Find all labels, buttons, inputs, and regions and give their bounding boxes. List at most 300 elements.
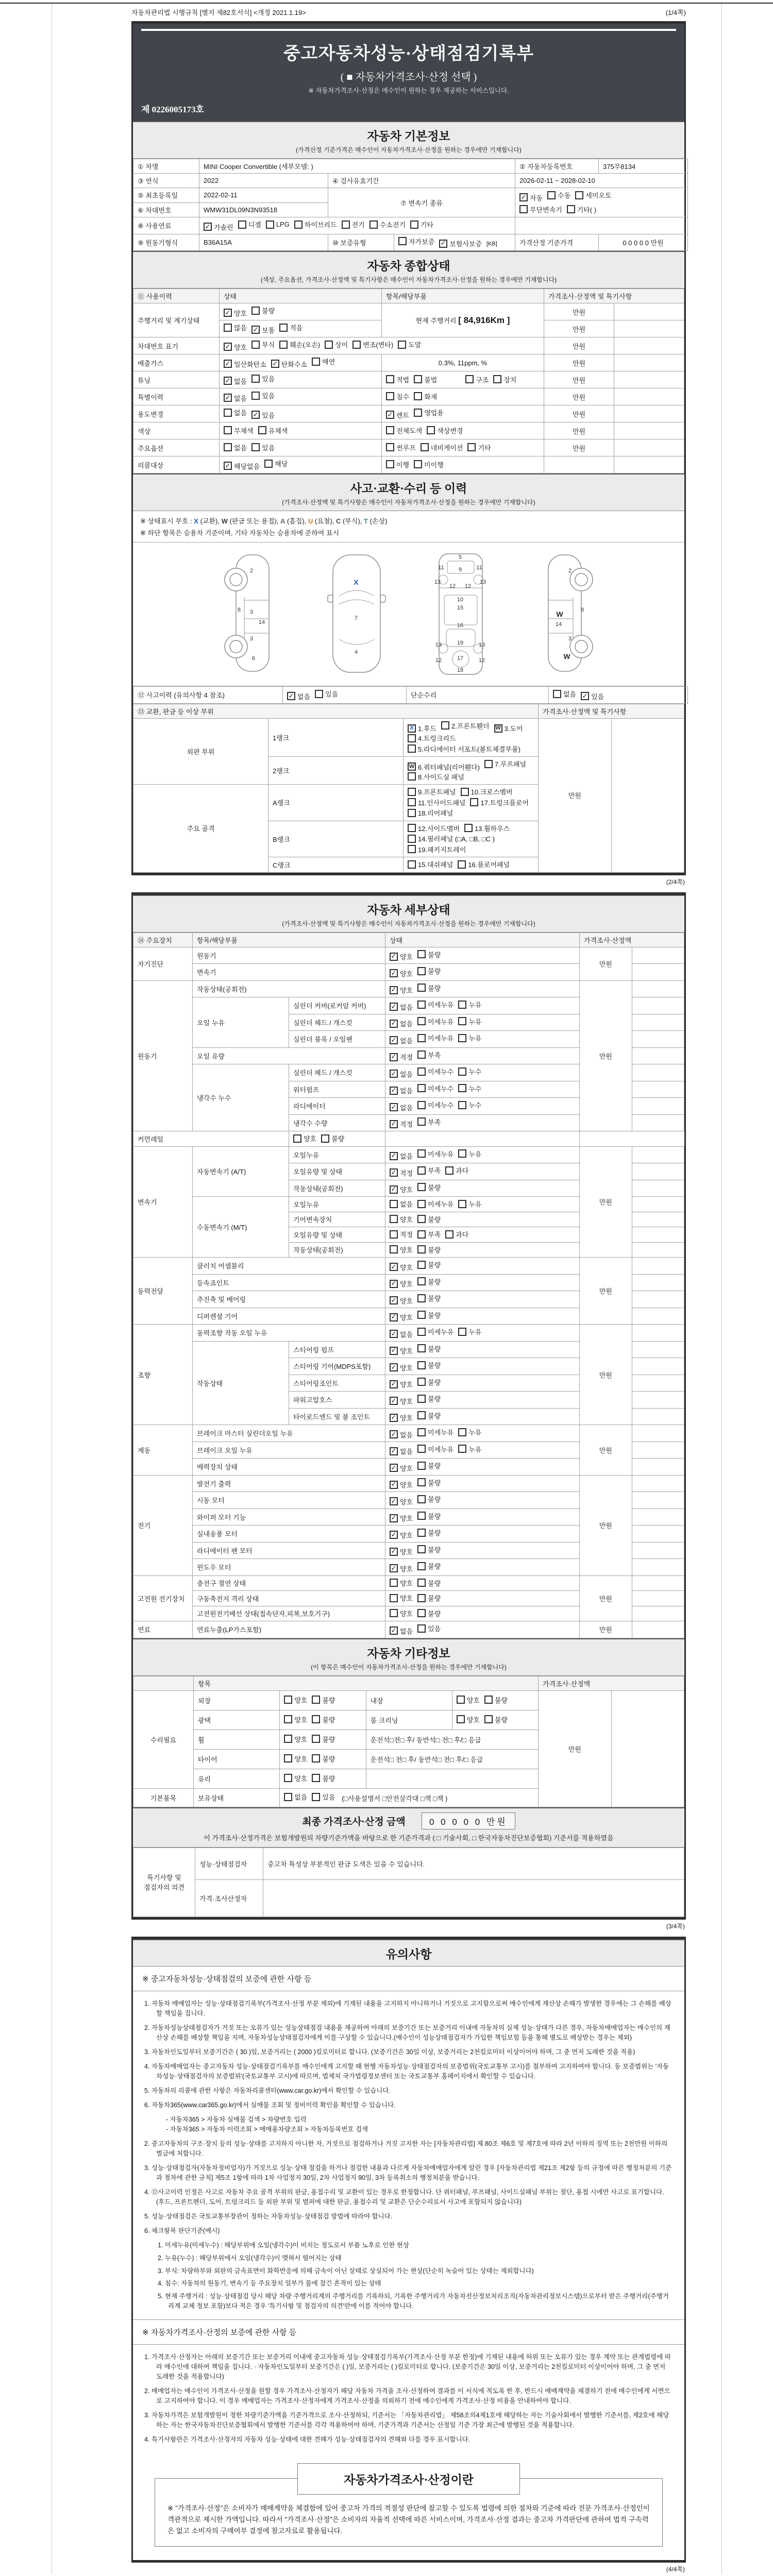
checkbox-option[interactable] — [390, 1513, 413, 1523]
checkbox-option[interactable] — [279, 323, 303, 332]
checkbox-icon[interactable] — [417, 1117, 426, 1126]
checkbox-option[interactable] — [284, 1715, 307, 1724]
checkbox-option[interactable] — [414, 375, 437, 384]
checkbox-icon[interactable] — [264, 460, 273, 468]
checkbox-icon[interactable] — [390, 1245, 398, 1253]
checkbox-option[interactable] — [390, 1346, 413, 1355]
checkbox-option[interactable] — [390, 1530, 413, 1540]
checkbox-option[interactable] — [386, 460, 409, 469]
checkbox-icon[interactable] — [386, 443, 394, 451]
checkbox-option[interactable] — [390, 1547, 413, 1556]
checkbox-icon[interactable] — [417, 1361, 426, 1369]
checkbox-option[interactable] — [312, 1695, 335, 1705]
checkbox-option[interactable] — [417, 1293, 441, 1303]
checkbox-option[interactable] — [390, 1151, 413, 1161]
checkbox-option[interactable] — [441, 721, 490, 731]
checkbox-icon[interactable] — [251, 392, 260, 400]
checkbox-option[interactable] — [284, 1695, 307, 1705]
checkbox-icon[interactable] — [417, 1344, 426, 1352]
checkbox-option[interactable] — [417, 1327, 453, 1336]
checkbox-option[interactable] — [414, 392, 437, 401]
checkbox-option[interactable] — [312, 1734, 335, 1744]
checkbox-icon[interactable] — [445, 1166, 453, 1175]
checkbox-option[interactable] — [417, 1199, 453, 1209]
checkbox-option[interactable] — [458, 1016, 481, 1026]
checkbox-option[interactable] — [390, 1086, 413, 1095]
checkbox-icon[interactable] — [417, 1545, 426, 1553]
checkbox-option[interactable] — [390, 969, 413, 978]
checkbox-checked-icon[interactable] — [390, 1020, 398, 1028]
checkbox-icon[interactable] — [493, 375, 501, 383]
checkbox-icon[interactable] — [408, 772, 416, 781]
checkbox-icon[interactable] — [458, 860, 466, 869]
checkbox-checked-icon[interactable] — [390, 969, 398, 977]
checkbox-checked-icon[interactable] — [390, 1531, 398, 1539]
checkbox-checked-icon[interactable] — [390, 1397, 398, 1405]
checkbox-option[interactable] — [457, 1695, 480, 1705]
checkbox-checked-icon[interactable] — [287, 692, 295, 700]
checkbox-option[interactable] — [238, 219, 261, 229]
checkbox-option[interactable] — [417, 1494, 441, 1504]
checkbox-icon[interactable] — [417, 1411, 426, 1419]
checkbox-option[interactable] — [390, 1497, 413, 1506]
checkbox-option[interactable] — [408, 808, 453, 818]
checkbox-icon[interactable] — [390, 1215, 398, 1223]
checkbox-icon[interactable] — [325, 341, 333, 349]
checkbox-icon[interactable] — [417, 1294, 426, 1302]
checkbox-option[interactable] — [390, 1564, 413, 1573]
checkbox-icon[interactable] — [417, 1395, 426, 1403]
checkbox-icon[interactable] — [417, 1277, 426, 1285]
checkbox-option[interactable] — [284, 1734, 307, 1744]
checkbox-checked-icon[interactable] — [390, 1626, 398, 1635]
checkbox-option[interactable] — [390, 1626, 413, 1636]
checkbox-icon[interactable] — [369, 221, 378, 229]
checkbox-checked-icon[interactable] — [390, 1497, 398, 1505]
checkbox-option[interactable] — [417, 1427, 453, 1437]
checkbox-option[interactable] — [352, 340, 393, 349]
checkbox-option[interactable] — [408, 844, 466, 854]
checkbox-checked-icon[interactable] — [224, 394, 232, 402]
checkbox-icon[interactable] — [458, 1001, 466, 1009]
checkbox-option[interactable] — [445, 1165, 468, 1175]
checkbox-icon[interactable] — [417, 1230, 426, 1239]
checkbox-icon[interactable] — [408, 860, 416, 869]
checkbox-option[interactable] — [553, 689, 576, 699]
checkbox-option[interactable] — [408, 772, 464, 782]
checkbox-option[interactable] — [417, 1182, 441, 1192]
checkbox-icon[interactable] — [470, 798, 478, 806]
checkbox-icon[interactable] — [417, 1166, 426, 1175]
checkbox-checked-icon[interactable] — [390, 1414, 398, 1422]
checkbox-icon[interactable] — [386, 460, 394, 468]
checkbox-option[interactable] — [417, 1608, 441, 1618]
checkbox-checked-icon[interactable] — [390, 1481, 398, 1489]
checkbox-option[interactable] — [312, 1715, 335, 1724]
checkbox-option[interactable] — [417, 1214, 441, 1224]
checkbox-icon[interactable] — [398, 237, 407, 245]
checkbox-option[interactable] — [266, 221, 290, 229]
checkbox-icon[interactable] — [294, 221, 303, 229]
checkbox-checked-icon[interactable] — [224, 462, 232, 470]
checkbox-icon[interactable] — [390, 1579, 398, 1587]
checkbox-icon[interactable] — [251, 307, 260, 315]
checkbox-icon[interactable] — [312, 1696, 320, 1704]
checkbox-option[interactable] — [458, 1033, 481, 1043]
checkbox-icon[interactable] — [458, 1034, 466, 1042]
checkbox-checked-icon[interactable] — [390, 1087, 398, 1095]
checkbox-option[interactable] — [414, 408, 444, 417]
checkbox-option[interactable] — [312, 1792, 335, 1802]
checkbox-option[interactable] — [386, 410, 409, 420]
checkbox-option[interactable] — [408, 733, 456, 743]
checkbox-option[interactable] — [390, 1363, 413, 1372]
checkbox-icon[interactable] — [417, 1245, 426, 1253]
checkbox-option[interactable] — [417, 1260, 441, 1269]
checkbox-option[interactable] — [390, 1214, 413, 1224]
checkbox-option[interactable] — [224, 342, 247, 352]
checkbox-option[interactable] — [458, 1066, 481, 1076]
checkbox-icon[interactable] — [445, 1230, 453, 1239]
checkbox-option[interactable] — [417, 1444, 453, 1454]
checkbox-icon[interactable] — [467, 443, 476, 451]
checkbox-icon[interactable] — [417, 1261, 426, 1269]
checkbox-option[interactable] — [408, 859, 453, 869]
checkbox-icon[interactable] — [458, 1445, 466, 1453]
checkbox-option[interactable] — [390, 1199, 413, 1209]
checkbox-option[interactable] — [390, 1245, 413, 1255]
checkbox-checked-icon[interactable] — [204, 223, 212, 231]
checkbox-icon[interactable] — [390, 1200, 398, 1208]
checkbox-option[interactable] — [284, 1792, 307, 1802]
checkbox-option[interactable] — [458, 999, 481, 1009]
checkbox-option[interactable] — [458, 1199, 481, 1209]
checkbox-icon[interactable] — [408, 798, 416, 806]
checkbox-icon[interactable] — [386, 392, 394, 400]
checkbox-option[interactable] — [224, 408, 247, 417]
checkbox-option[interactable] — [458, 859, 510, 869]
checkbox-checked-icon[interactable] — [386, 411, 394, 419]
checkbox-icon[interactable] — [414, 409, 422, 417]
checkbox-option[interactable] — [390, 1184, 413, 1194]
checkbox-icon[interactable] — [417, 1495, 426, 1503]
checkbox-option[interactable] — [224, 359, 266, 369]
checkbox-icon[interactable] — [417, 1512, 426, 1520]
checkbox-icon[interactable] — [408, 734, 416, 742]
checkbox-icon[interactable] — [417, 1328, 426, 1336]
checkbox-option[interactable] — [484, 1695, 508, 1705]
checkbox-option[interactable] — [369, 219, 406, 229]
checkbox-icon[interactable] — [386, 375, 394, 383]
checkbox-option[interactable] — [325, 340, 348, 349]
checkbox-icon[interactable] — [417, 1215, 426, 1223]
checkbox-checked-icon[interactable] — [390, 1168, 398, 1177]
checkbox-option[interactable] — [581, 691, 604, 701]
checkbox-icon[interactable] — [224, 409, 232, 417]
checkbox-option[interactable] — [417, 1461, 441, 1470]
checkbox-icon[interactable] — [414, 392, 422, 400]
checkbox-icon[interactable] — [408, 809, 416, 817]
checkbox-option[interactable] — [224, 376, 247, 386]
checkbox-option[interactable] — [390, 1229, 413, 1239]
checkbox-option[interactable] — [464, 823, 510, 833]
checkbox-option[interactable] — [315, 689, 338, 699]
checkbox-option[interactable] — [279, 340, 320, 349]
checkbox-option[interactable] — [421, 443, 463, 452]
checkbox-option[interactable] — [417, 1511, 441, 1521]
checkbox-icon[interactable] — [386, 426, 394, 434]
checkbox-option[interactable] — [417, 1528, 441, 1537]
checkbox-icon[interactable] — [417, 1101, 426, 1109]
checkbox-option[interactable] — [417, 1016, 453, 1026]
checkbox-icon[interactable] — [567, 205, 575, 213]
checkbox-icon[interactable] — [279, 341, 288, 349]
checkbox-icon[interactable] — [427, 426, 435, 434]
checkbox-option[interactable] — [414, 460, 444, 469]
checkbox-option[interactable] — [312, 357, 335, 366]
checkbox-icon[interactable] — [408, 835, 416, 843]
checkbox-icon[interactable] — [390, 1230, 398, 1239]
checkbox-icon[interactable] — [417, 1017, 426, 1025]
checkbox-icon[interactable] — [352, 341, 361, 349]
checkbox-icon[interactable] — [575, 191, 583, 199]
checkbox-option[interactable] — [264, 459, 288, 468]
checkbox-option[interactable] — [224, 426, 254, 435]
checkbox-checked-icon[interactable] — [390, 1380, 398, 1388]
checkbox-icon[interactable] — [458, 1101, 466, 1109]
checkbox-checked-icon[interactable] — [390, 1070, 398, 1078]
checkbox-option[interactable] — [390, 1103, 413, 1112]
checkbox-icon[interactable] — [251, 375, 260, 383]
checkbox-icon[interactable] — [417, 1624, 426, 1633]
checkbox-option[interactable] — [439, 239, 482, 248]
checkbox-icon[interactable] — [484, 1715, 493, 1723]
checkbox-option[interactable] — [458, 1444, 481, 1454]
checkbox-option[interactable] — [519, 205, 562, 214]
checkbox-option[interactable] — [390, 1608, 413, 1618]
checkbox-option[interactable] — [284, 1754, 307, 1764]
checkbox-option[interactable] — [390, 1052, 413, 1062]
checkbox-icon[interactable] — [284, 1774, 292, 1782]
checkbox-checked-icon[interactable] — [390, 1120, 398, 1128]
checkbox-icon[interactable] — [417, 1579, 426, 1587]
checkbox-option[interactable] — [427, 426, 463, 435]
checkbox-option[interactable] — [417, 1344, 441, 1353]
checkbox-option[interactable] — [458, 1100, 481, 1110]
checkbox-icon[interactable] — [417, 950, 426, 958]
checkbox-option[interactable] — [408, 834, 495, 843]
checkbox-icon[interactable] — [457, 1696, 465, 1704]
checkbox-icon[interactable] — [457, 1715, 465, 1723]
checkbox-option[interactable] — [251, 306, 275, 315]
checkbox-option[interactable] — [271, 359, 307, 369]
checkbox-option[interactable] — [458, 1427, 481, 1437]
checkbox-option[interactable] — [390, 1168, 413, 1178]
checkbox-option[interactable] — [390, 1480, 413, 1489]
checkbox-icon[interactable] — [458, 1149, 466, 1158]
checkbox-option[interactable] — [417, 1561, 441, 1571]
checkbox-option[interactable] — [386, 392, 409, 401]
checkbox-option[interactable] — [445, 1229, 468, 1239]
checkbox-option[interactable] — [408, 823, 460, 833]
checkbox-option[interactable] — [417, 1100, 453, 1110]
checkbox-icon[interactable] — [417, 1200, 426, 1208]
checkbox-icon[interactable] — [266, 221, 274, 229]
checkbox-icon[interactable] — [458, 1200, 466, 1208]
checkbox-option[interactable] — [417, 1083, 453, 1093]
checkbox-option[interactable] — [251, 374, 275, 383]
checkbox-icon[interactable] — [408, 845, 416, 853]
checkbox-icon[interactable] — [417, 1562, 426, 1570]
checkbox-option[interactable] — [390, 1329, 413, 1339]
checkbox-icon[interactable] — [458, 1084, 466, 1092]
checkbox-icon[interactable] — [312, 1793, 320, 1801]
checkbox-icon[interactable] — [312, 1715, 320, 1723]
checkbox-checked-icon[interactable] — [251, 326, 260, 334]
checkbox-option[interactable] — [470, 798, 528, 807]
checkbox-option[interactable] — [417, 1277, 441, 1286]
checkbox-icon[interactable] — [284, 1793, 292, 1801]
checkbox-checked-icon[interactable] — [390, 1347, 398, 1355]
checkbox-option[interactable] — [494, 723, 523, 733]
checkbox-option[interactable] — [465, 375, 489, 384]
checkbox-checked-icon[interactable] — [390, 1053, 398, 1061]
checkbox-option[interactable] — [390, 1279, 413, 1289]
checkbox-option[interactable] — [390, 1446, 413, 1456]
checkbox-option[interactable] — [410, 219, 433, 229]
checkbox-option[interactable] — [390, 1593, 413, 1603]
checkbox-option[interactable] — [417, 1377, 441, 1387]
checkbox-checked-icon[interactable] — [390, 1296, 398, 1304]
checkbox-option[interactable] — [575, 190, 611, 200]
checkbox-checked-icon[interactable] — [390, 1447, 398, 1455]
checkbox-icon[interactable] — [251, 443, 260, 451]
checkbox-icon[interactable] — [519, 205, 528, 213]
checkbox-icon[interactable] — [238, 221, 246, 229]
checkbox-option[interactable] — [417, 983, 441, 993]
checkbox-icon[interactable] — [417, 1149, 426, 1158]
checkbox-icon[interactable] — [417, 1001, 426, 1009]
checkbox-option[interactable] — [417, 1050, 441, 1060]
checkbox-option[interactable] — [457, 1715, 480, 1724]
checkbox-option[interactable] — [417, 1310, 441, 1320]
checkbox-checked-icon[interactable] — [390, 1103, 398, 1111]
checkbox-option[interactable] — [284, 1773, 307, 1783]
checkbox-option[interactable] — [417, 1066, 453, 1076]
checkbox-option[interactable] — [386, 443, 416, 452]
checkbox-checked-icon[interactable] — [390, 1185, 398, 1194]
checkbox-option[interactable] — [458, 1327, 481, 1336]
checkbox-icon[interactable] — [417, 1529, 426, 1537]
checkbox-option[interactable] — [342, 219, 365, 229]
checkbox-icon[interactable] — [284, 1715, 292, 1723]
checkbox-option[interactable] — [293, 1133, 316, 1143]
checkbox-checked-icon[interactable] — [390, 1514, 398, 1522]
checkbox-option[interactable] — [390, 1312, 413, 1322]
checkbox-checked-icon[interactable] — [390, 1263, 398, 1271]
checkbox-icon[interactable] — [224, 426, 232, 434]
checkbox-option[interactable] — [390, 1036, 413, 1045]
checkbox-icon[interactable] — [417, 1378, 426, 1386]
checkbox-icon[interactable] — [417, 1067, 426, 1076]
checkbox-option[interactable] — [547, 190, 570, 200]
checkbox-icon[interactable] — [417, 1609, 426, 1617]
checkbox-option[interactable] — [417, 1593, 441, 1603]
checkbox-icon[interactable] — [441, 721, 449, 730]
checkbox-option[interactable] — [390, 1019, 413, 1028]
checkbox-checked-icon[interactable] — [581, 692, 589, 700]
checkbox-icon[interactable] — [414, 375, 422, 383]
checkbox-icon[interactable] — [398, 341, 406, 349]
checkbox-option[interactable] — [390, 1296, 413, 1306]
checkbox-icon[interactable] — [465, 375, 474, 383]
checkbox-option[interactable] — [417, 1394, 441, 1403]
checkbox-icon[interactable] — [258, 426, 266, 434]
checkbox-option[interactable] — [224, 323, 247, 332]
checkbox-option[interactable] — [417, 966, 441, 976]
checkbox-option[interactable] — [408, 744, 520, 754]
checkbox-option[interactable] — [417, 950, 441, 959]
checkbox-checked-icon[interactable] — [251, 411, 260, 419]
checkbox-option[interactable] — [493, 375, 516, 384]
checkbox-option[interactable] — [390, 1396, 413, 1406]
checkbox-option[interactable] — [251, 325, 275, 335]
checkbox-icon[interactable] — [284, 1735, 292, 1743]
checkbox-icon[interactable] — [284, 1696, 292, 1704]
checkbox-icon[interactable] — [417, 1183, 426, 1191]
checkbox-option[interactable] — [417, 1245, 441, 1255]
checkbox-option[interactable] — [408, 798, 465, 807]
checkbox-option[interactable] — [224, 461, 260, 471]
checkbox-icon[interactable] — [553, 690, 561, 698]
checkbox-option[interactable] — [408, 762, 480, 772]
checkbox-option[interactable] — [484, 759, 526, 769]
checkbox-option[interactable] — [224, 443, 247, 452]
checkbox-icon[interactable] — [390, 1594, 398, 1602]
checkbox-option[interactable] — [417, 1117, 441, 1127]
checkbox-option[interactable] — [258, 426, 288, 435]
checkbox-option[interactable] — [224, 393, 247, 403]
checkbox-icon[interactable] — [410, 221, 418, 229]
checkbox-checked-icon[interactable] — [390, 1430, 398, 1438]
checkbox-icon[interactable] — [312, 1754, 320, 1762]
checkbox-icon[interactable] — [321, 1134, 329, 1143]
checkbox-icon[interactable] — [421, 443, 429, 451]
checkbox-icon[interactable] — [342, 221, 350, 229]
checkbox-option[interactable] — [390, 985, 413, 995]
checkbox-icon[interactable] — [284, 1754, 292, 1762]
checkbox-checked-icon[interactable] — [390, 1564, 398, 1572]
checkbox-checked-icon[interactable] — [390, 1280, 398, 1288]
checkbox-option[interactable] — [417, 1149, 453, 1159]
checkbox-option[interactable] — [417, 1545, 441, 1554]
checkbox-option[interactable] — [398, 236, 434, 246]
checkbox-icon[interactable] — [414, 460, 422, 468]
checkbox-icon[interactable] — [315, 690, 323, 698]
checkbox-icon[interactable] — [417, 967, 426, 975]
checkbox-icon[interactable] — [312, 358, 320, 366]
checkbox-icon[interactable] — [408, 824, 416, 832]
checkbox-option[interactable] — [408, 723, 436, 733]
checkbox-option[interactable] — [417, 1478, 441, 1487]
checkbox-icon[interactable] — [390, 1609, 398, 1617]
checkbox-option[interactable] — [312, 1754, 335, 1764]
checkbox-icon[interactable] — [417, 1311, 426, 1319]
checkbox-option[interactable] — [461, 787, 513, 796]
checkbox-icon[interactable] — [464, 824, 473, 832]
checkbox-icon[interactable] — [417, 984, 426, 992]
checkbox-icon[interactable] — [417, 1084, 426, 1092]
